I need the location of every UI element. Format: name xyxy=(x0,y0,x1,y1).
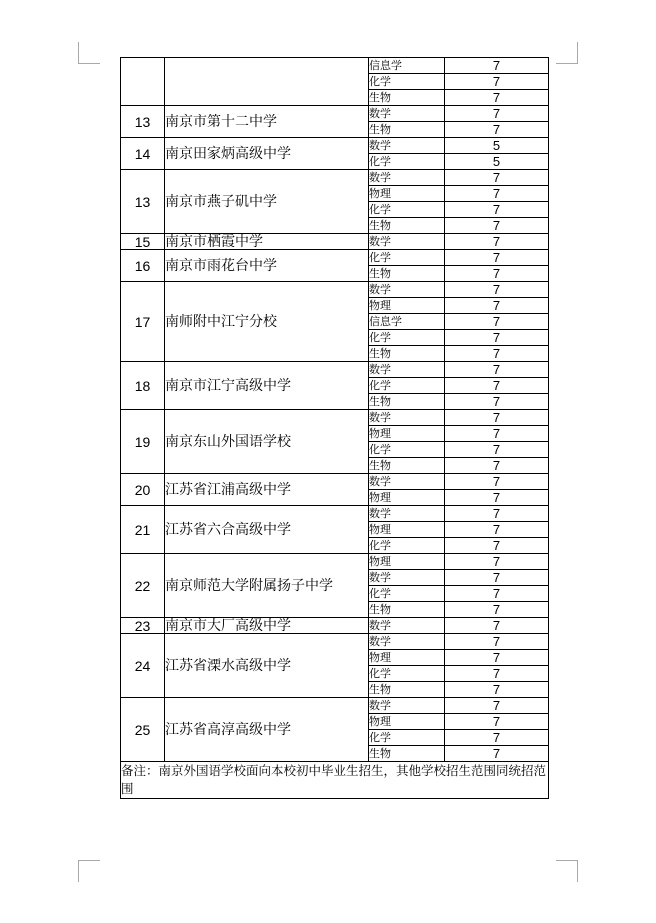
cell-school-name: 南京市燕子矶中学 xyxy=(165,170,369,234)
cell-subject: 数学 xyxy=(369,234,445,250)
table-body xyxy=(121,58,549,799)
cell-subject: 生物 xyxy=(369,682,445,698)
cell-subject: 化学 xyxy=(369,378,445,394)
cell-index: 18 xyxy=(121,362,165,410)
cell-count: 7 xyxy=(445,122,549,138)
cell-subject: 物理 xyxy=(369,554,445,570)
cell-count: 7 xyxy=(445,522,549,538)
cell-count: 7 xyxy=(445,346,549,362)
cell-count: 7 xyxy=(445,618,549,634)
cell-subject: 数学 xyxy=(369,698,445,714)
cell-count: 7 xyxy=(445,218,549,234)
cell-count: 7 xyxy=(445,666,549,682)
cell-index: 19 xyxy=(121,410,165,474)
cell-count: 7 xyxy=(445,330,549,346)
cell-school-name: 南京师范大学附属扬子中学 xyxy=(165,554,369,618)
cell-subject: 生物 xyxy=(369,602,445,618)
cell-index xyxy=(121,58,165,106)
cell-school-name: 江苏省高淳高级中学 xyxy=(165,698,369,762)
cell-subject: 数学 xyxy=(369,106,445,122)
cell-subject: 数学 xyxy=(369,570,445,586)
cell-subject: 生物 xyxy=(369,90,445,106)
cell-subject: 生物 xyxy=(369,266,445,282)
cell-count: 7 xyxy=(445,730,549,746)
table-row xyxy=(121,58,549,74)
cell-subject: 生物 xyxy=(369,458,445,474)
cell-subject: 物理 xyxy=(369,522,445,538)
cell-count: 7 xyxy=(445,458,549,474)
cell-subject: 数学 xyxy=(369,170,445,186)
cell-count: 7 xyxy=(445,250,549,266)
cell-subject: 信息学 xyxy=(369,314,445,330)
cell-count: 7 xyxy=(445,602,549,618)
cell-index: 22 xyxy=(121,554,165,618)
table-row xyxy=(121,250,549,266)
cell-count: 7 xyxy=(445,314,549,330)
cell-count: 7 xyxy=(445,474,549,490)
table-row xyxy=(121,138,549,154)
cell-subject: 物理 xyxy=(369,298,445,314)
cell-count: 7 xyxy=(445,426,549,442)
cell-subject: 物理 xyxy=(369,186,445,202)
cell-subject: 生物 xyxy=(369,218,445,234)
cell-count: 7 xyxy=(445,570,549,586)
cell-count: 7 xyxy=(445,394,549,410)
cell-subject: 化学 xyxy=(369,666,445,682)
table-row xyxy=(121,170,549,186)
table-row xyxy=(121,106,549,122)
cell-school-name: 南京市雨花台中学 xyxy=(165,250,369,282)
cell-count: 7 xyxy=(445,106,549,122)
cell-subject: 生物 xyxy=(369,346,445,362)
cell-school-name xyxy=(165,58,369,106)
cell-index: 16 xyxy=(121,250,165,282)
cell-count: 7 xyxy=(445,186,549,202)
school-subject-quota-table xyxy=(120,57,549,799)
table-row xyxy=(121,634,549,650)
cell-count: 7 xyxy=(445,746,549,762)
cell-count: 7 xyxy=(445,282,549,298)
cell-subject: 化学 xyxy=(369,154,445,170)
table-row xyxy=(121,234,549,250)
cell-subject: 数学 xyxy=(369,410,445,426)
cell-subject: 生物 xyxy=(369,122,445,138)
cell-subject: 数学 xyxy=(369,634,445,650)
table-row xyxy=(121,554,549,570)
cell-count: 7 xyxy=(445,74,549,90)
cell-subject: 化学 xyxy=(369,586,445,602)
cell-count: 7 xyxy=(445,410,549,426)
cell-school-name: 南京市江宁高级中学 xyxy=(165,362,369,410)
cell-count: 7 xyxy=(445,266,549,282)
cell-subject: 化学 xyxy=(369,330,445,346)
cell-count: 7 xyxy=(445,586,549,602)
cell-count: 7 xyxy=(445,202,549,218)
table-row xyxy=(121,362,549,378)
cell-count: 7 xyxy=(445,170,549,186)
cell-school-name: 南京市第十二中学 xyxy=(165,106,369,138)
cell-school-name: 南师附中江宁分校 xyxy=(165,282,369,362)
cell-count: 7 xyxy=(445,362,549,378)
cell-subject: 化学 xyxy=(369,538,445,554)
cell-count: 7 xyxy=(445,634,549,650)
cell-count: 7 xyxy=(445,650,549,666)
table-row xyxy=(121,282,549,298)
cell-count: 7 xyxy=(445,298,549,314)
cell-index: 25 xyxy=(121,698,165,762)
cell-subject: 数学 xyxy=(369,282,445,298)
cell-count: 7 xyxy=(445,554,549,570)
cell-subject: 物理 xyxy=(369,490,445,506)
cell-subject: 数学 xyxy=(369,474,445,490)
cell-count: 7 xyxy=(445,90,549,106)
table-row xyxy=(121,410,549,426)
cell-index: 20 xyxy=(121,474,165,506)
cell-count: 7 xyxy=(445,714,549,730)
cell-subject: 化学 xyxy=(369,250,445,266)
cell-school-name: 南京市栖霞中学 xyxy=(165,234,369,250)
cell-count: 7 xyxy=(445,490,549,506)
cell-school-name: 南京田家炳高级中学 xyxy=(165,138,369,170)
cell-subject: 物理 xyxy=(369,426,445,442)
cell-index: 15 xyxy=(121,234,165,250)
cell-count: 7 xyxy=(445,234,549,250)
cell-subject: 数学 xyxy=(369,618,445,634)
cell-count: 7 xyxy=(445,378,549,394)
table-row xyxy=(121,618,549,634)
table-row xyxy=(121,474,549,490)
cell-index: 13 xyxy=(121,106,165,138)
table-row xyxy=(121,698,549,714)
cell-count: 7 xyxy=(445,58,549,74)
cell-subject: 化学 xyxy=(369,730,445,746)
cell-subject: 化学 xyxy=(369,442,445,458)
cell-subject: 生物 xyxy=(369,394,445,410)
cell-school-name: 南京东山外国语学校 xyxy=(165,410,369,474)
cell-count: 5 xyxy=(445,154,549,170)
cell-count: 7 xyxy=(445,698,549,714)
cell-count: 7 xyxy=(445,538,549,554)
cell-subject: 物理 xyxy=(369,650,445,666)
cell-subject: 物理 xyxy=(369,714,445,730)
table-note-row xyxy=(121,762,549,799)
cell-count: 5 xyxy=(445,138,549,154)
cell-subject: 信息学 xyxy=(369,58,445,74)
cell-subject: 数学 xyxy=(369,362,445,378)
cell-subject: 数学 xyxy=(369,138,445,154)
crop-mark-bottom-right-icon xyxy=(556,860,578,882)
cell-subject: 生物 xyxy=(369,746,445,762)
cell-school-name: 江苏省江浦高级中学 xyxy=(165,474,369,506)
cell-school-name: 江苏省溧水高级中学 xyxy=(165,634,369,698)
cell-index: 14 xyxy=(121,138,165,170)
cell-subject: 化学 xyxy=(369,74,445,90)
cell-count: 7 xyxy=(445,506,549,522)
cell-index: 17 xyxy=(121,282,165,362)
cell-count: 7 xyxy=(445,682,549,698)
crop-mark-bottom-left-icon xyxy=(78,860,100,882)
table-footer-note: 备注：南京外国语学校面向本校初中毕业生招生，其他学校招生范围同统招范围 xyxy=(121,762,549,799)
cell-index: 24 xyxy=(121,634,165,698)
cell-count: 7 xyxy=(445,442,549,458)
crop-mark-top-right-icon xyxy=(556,42,578,64)
table-row xyxy=(121,506,549,522)
cell-school-name: 南京市大厂高级中学 xyxy=(165,618,369,634)
cell-index: 21 xyxy=(121,506,165,554)
cell-subject: 化学 xyxy=(369,202,445,218)
cell-index: 13 xyxy=(121,170,165,234)
cell-school-name: 江苏省六合高级中学 xyxy=(165,506,369,554)
cell-subject: 数学 xyxy=(369,506,445,522)
crop-mark-top-left-icon xyxy=(78,42,100,64)
cell-index: 23 xyxy=(121,618,165,634)
